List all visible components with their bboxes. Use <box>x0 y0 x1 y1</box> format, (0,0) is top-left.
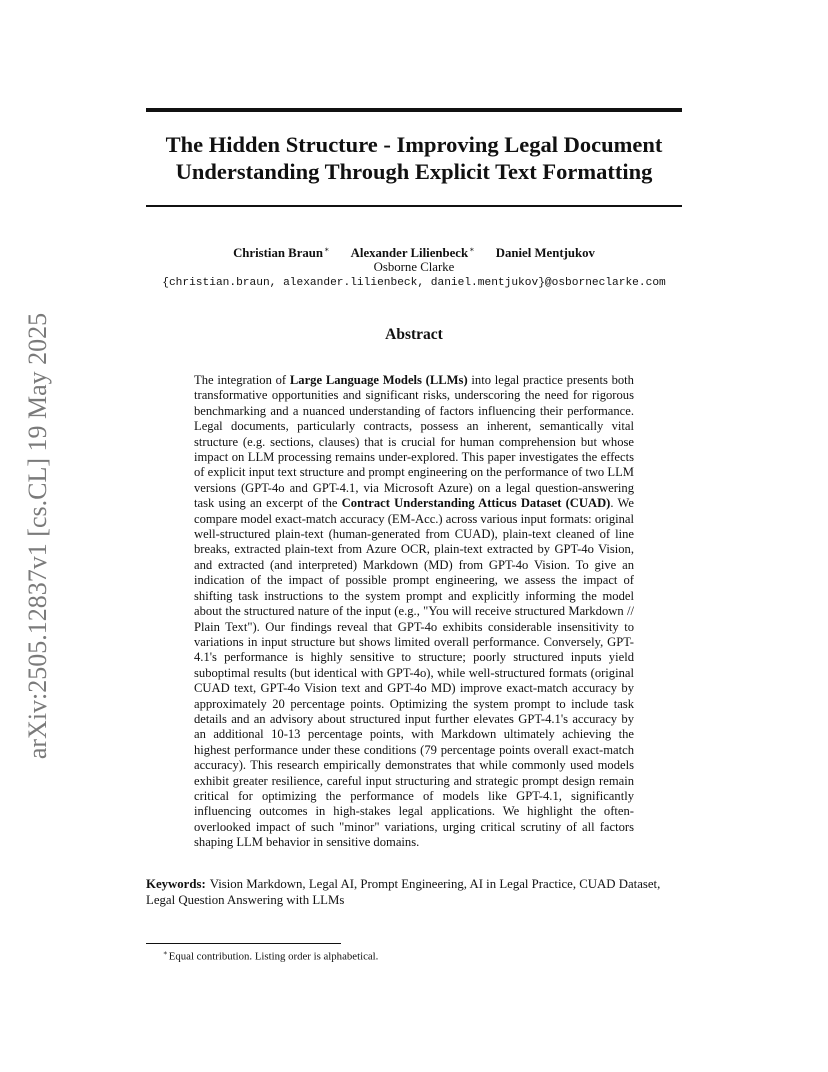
footnote-rule <box>146 943 341 944</box>
footnote-mark: ∗ <box>163 949 168 957</box>
title-top-rule <box>146 108 682 112</box>
paper-title-line-2: Understanding Through Explicit Text Formatting <box>175 159 653 184</box>
keywords-text: Vision Markdown, Legal AI, Prompt Engineering, AI in Legal Practice, CUAD Dataset, Legal Question Answering with LLMs <box>146 877 661 907</box>
author-3-name: Daniel Mentjukov <box>495 246 595 261</box>
footnote-text: Equal contribution. Listing order is alphabetical. <box>168 950 379 963</box>
keywords-label: Keywords: <box>146 877 206 891</box>
footnote <box>163 946 663 964</box>
abstract-bold-llms: Large Language Models (LLMs) <box>289 373 468 387</box>
abstract-paragraph <box>194 373 634 851</box>
paper-title <box>146 131 682 185</box>
paper-title-line-1: The Hidden Structure - Improving Legal Document <box>165 132 663 157</box>
author-1-mark: ∗ <box>324 245 330 254</box>
author-emails: {christian.braun, alexander.lilienbeck, daniel.mentjukov}@osborneclarke.com <box>162 277 666 289</box>
abstract-text-1: The integration of <box>194 373 290 387</box>
title-bottom-rule <box>146 205 682 207</box>
abstract-body <box>194 373 634 851</box>
abstract-heading: Abstract <box>385 326 443 343</box>
abstract-text-3: . We compare model exact-match accuracy (EM-Acc.) across various input formats: original well-structured plain-text (human-generated from CUAD), plain-text cleaned of line breaks, extracted plain-text from Azure OCR, plain-text extracted by GPT-4o Vision, and extracted (and interpreted) Markdown (MD) from GPT-4o Vision. To give an indication of the impact of possible prompt engineering, we assess the impact of shifting task instructions to the system prompt and explicitly informing the model about the structured nature of the input (e.g., "You will receive structured Markdown // Plain Text"). Our findings reveal that GPT-4o exhibits considerable insensitivity to variations in input structure but shows limited overall performance. Conversely, GPT-4.1's performance is highly sensitive to structure; poorly structured inputs yield suboptimal results (but identical with GPT-4o), while well-structured formats (original CUAD text, GPT-4o Vision text and GPT-4o MD) improve exact-match accuracy by approximately 20 percentage points. Optimizing the system prompt to include task details and an advisory about structured input further elevates GPT-4.1's accuracy by an additional 10-13 percentage points, with Markdown ultimately achieving the highest performance under these conditions (79 percentage points overall exact-match accuracy). This research empirically demonstrates that while commonly used models exhibit greater resilience, careful input structuring and strategic prompt design remain critical for optimizing the performance of models like GPT-4.1, significantly influencing outcomes in high-stakes legal applications. We highlight the often-overlooked impact of such "minor" variations, urging critical scrutiny of all factors shaping LLM behavior in sensitive domains. <box>194 496 634 850</box>
author-2-name: Alexander Lilienbeck <box>350 246 469 261</box>
affiliation: Osborne Clarke <box>373 260 455 274</box>
author-2-mark: ∗ <box>469 245 475 254</box>
author-1-name: Christian Braun <box>233 246 324 261</box>
abstract-text-2: into legal practice presents both transformative opportunities and significant risks, underscoring the need for rigorous benchmarking and a nuanced understanding of factors influencing their performance. Legal documents, particularly contracts, possess an inherent, semantically vital structure (e.g. sections, clauses) that is crucial for human comprehension but whose impact on LLM processing remains under-explored. This paper investigates the effects of explicit input text structure and prompt engineering on the performance of two LLM versions (GPT-4o and GPT-4.1, via Microsoft Azure) on a legal question-answering task using an excerpt of the <box>194 373 634 511</box>
arxiv-identifier-text: arXiv:2505.12837v1 [cs.CL] 19 May 2025 <box>23 312 52 760</box>
abstract-bold-cuad: Contract Understanding Atticus Dataset (CUAD) <box>341 496 611 511</box>
keywords <box>146 876 686 908</box>
